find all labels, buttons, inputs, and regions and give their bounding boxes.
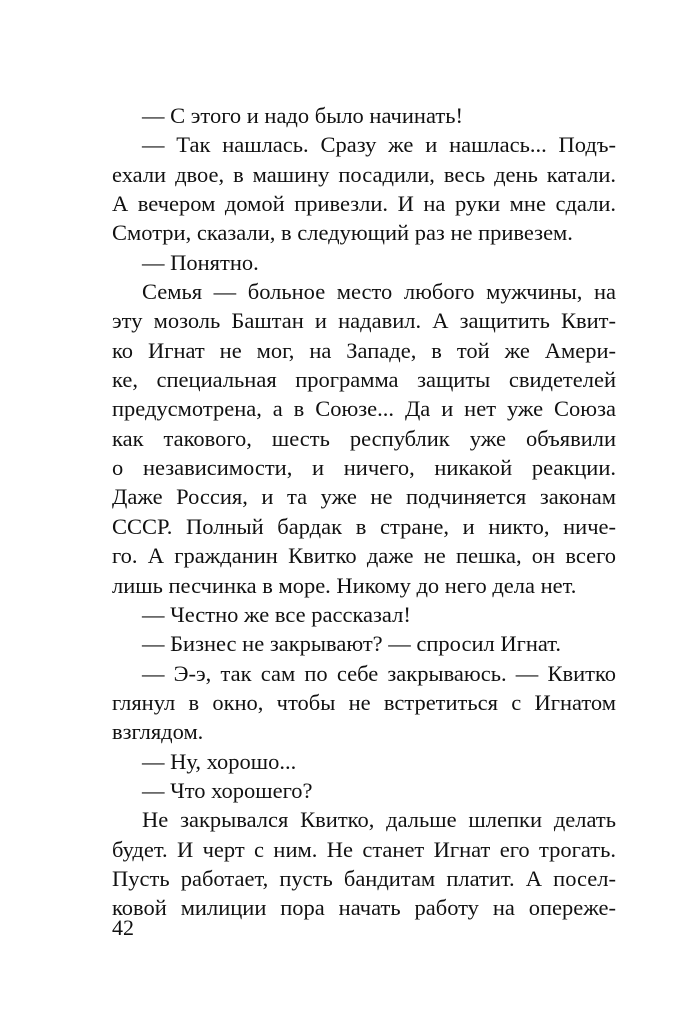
text-line: — С этого и надо было начинать!: [142, 103, 463, 128]
text-line: — Честно же все рассказал!: [142, 601, 411, 627]
text-line: лишь песчинка в море. Никому до него дела нет.: [112, 572, 577, 598]
text-line: СССР. Полный бардак в стране, и никто, ниче-: [112, 513, 616, 539]
text-line: — Что хорошего?: [142, 777, 313, 803]
text-line: ке, специальная программа защиты свидетелей: [112, 367, 616, 393]
text-line: — Так нашлась. Сразу же и нашлась... Подъ-: [142, 132, 616, 158]
text-line: — Бизнес не закрывают? — спросил Игнат.: [142, 631, 562, 657]
text-line: как такового, шесть республик уже объявили: [112, 425, 616, 451]
text-line: А вечером домой привезли. И на руки мне сдали.: [112, 191, 616, 217]
text-line: — Понятно.: [142, 249, 259, 275]
text-line: ко Игнат не мог, на Западе, в той же Амери-: [112, 337, 616, 363]
body-text: [112, 101, 616, 923]
text-line: эту мозоль Баштан и надавил. А защитить Квит-: [112, 308, 616, 334]
text-line: — Э-э, так сам по себе закрываюсь. — Квитко: [142, 660, 616, 686]
text-line: будет. И черт с ним. Не станет Игнат его трогать.: [112, 836, 616, 862]
text-line: — Ну, хорошо...: [142, 748, 297, 774]
text-line: Смотри, сказали, в следующий раз не привезем.: [112, 220, 573, 246]
text-line: ехали двое, в машину посадили, весь день катали.: [112, 161, 616, 187]
text-line: Семья — больное место любого мужчины, на: [142, 279, 616, 305]
text-line: го. А гражданин Квитко даже не пешка, он всего: [112, 543, 616, 569]
text-line: предусмотрена, а в Союзе... Да и нет уже Союза: [112, 396, 616, 422]
text-line: глянул в окно, чтобы не встретиться с Игнатом: [112, 689, 616, 715]
text-line: ковой милиции пора начать работу на опереже-: [112, 895, 616, 921]
text-line: о независимости, и ничего, никакой реакции.: [112, 455, 616, 481]
text-line: Даже Россия, и та уже не подчиняется законам: [112, 484, 616, 510]
text-line: Пусть работает, пусть бандитам платит. А посел-: [112, 865, 616, 891]
text-line: взглядом.: [112, 719, 204, 745]
text-line: Не закрывался Квитко, дальше шлепки делать: [142, 807, 616, 833]
page-number: 42: [112, 915, 134, 940]
